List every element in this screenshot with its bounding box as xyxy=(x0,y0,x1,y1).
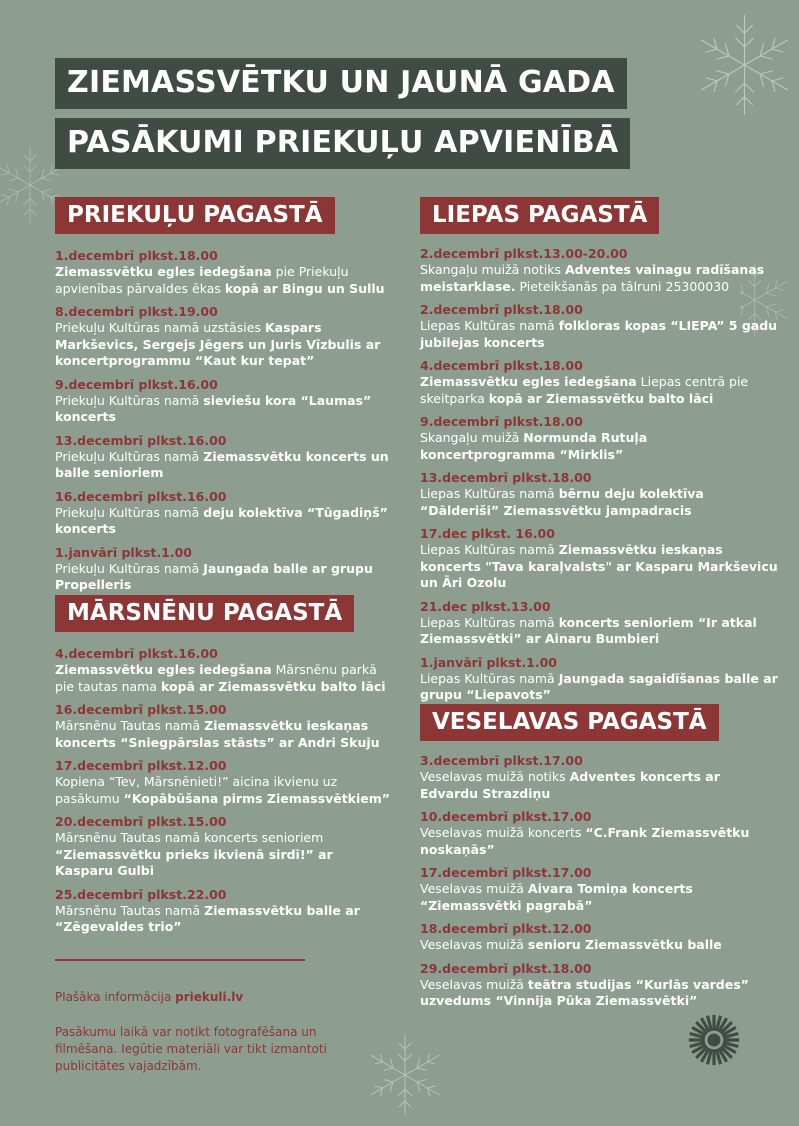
event-highlight: “C.Frank Ziemassvētku noskaņās” xyxy=(420,825,750,857)
event-date: 4.decembrī plkst.18.00 xyxy=(420,358,583,373)
event-text: Pieteikšanās pa tālruni 25300030 xyxy=(515,278,730,294)
event-text: Liepas Kultūras namā xyxy=(420,318,559,333)
event-highlight: deju kolektīva “Tūgadiņš” koncerts xyxy=(55,504,388,536)
snowflake-icon xyxy=(690,0,799,130)
event-text: Mārsnēnu Tautas namā koncerts senioriem xyxy=(55,830,324,845)
event-item xyxy=(420,655,780,704)
event-text: Veselavas muižā xyxy=(420,937,528,952)
event-text: Skangaļu muižā notiks xyxy=(420,262,565,277)
event-highlight: sieviešu kora “Laumas” koncerts xyxy=(55,392,372,424)
event-text: Skangaļu muižā xyxy=(420,430,524,445)
event-highlight: “Kopābūšana pirms Ziemassvētkiem” xyxy=(123,790,390,806)
event-text: Liepas Kultūras namā xyxy=(420,614,559,630)
event-highlight: Adventes vainagu radīšanas meistarklase. xyxy=(420,262,765,294)
event-highlight: senioru Ziemassvētku balle xyxy=(527,937,722,952)
section-heading-liepa: LIEPAS PAGASTĀ xyxy=(420,197,659,234)
website-link[interactable]: priekuli.lv xyxy=(175,990,244,1004)
event-description xyxy=(420,977,780,1010)
event-date: 29.decembrī plkst.18.00 xyxy=(420,960,592,976)
event-date: 20.decembrī plkst.15.00 xyxy=(55,814,227,829)
section-heading-veselava: VESELAVAS PAGASTĀ xyxy=(420,704,719,741)
event-text: Priekuļu Kultūras namā xyxy=(55,448,204,464)
event-description xyxy=(55,264,395,297)
event-item xyxy=(420,470,780,519)
event-date: 9.decembrī plkst.16.00 xyxy=(55,376,218,392)
event-list-priekuli xyxy=(55,248,395,601)
event-description xyxy=(420,374,780,407)
event-date: 2.decembrī plkst.18.00 xyxy=(420,302,583,317)
event-item xyxy=(420,414,780,463)
event-description xyxy=(420,769,780,802)
event-text: Liepas centrā pie skeitparka xyxy=(420,374,749,406)
event-description xyxy=(55,903,395,936)
event-description xyxy=(420,937,780,954)
event-item xyxy=(55,545,395,594)
event-list-liepa xyxy=(420,246,780,711)
more-info xyxy=(55,990,243,1004)
event-highlight: Normunda Rutuļa koncertprogramma “Mirklis” xyxy=(420,430,648,462)
event-date: 2.decembrī plkst.13.00-20.00 xyxy=(420,246,628,261)
event-date: 17.dec plkst. 16.00 xyxy=(420,526,555,541)
event-text: Priekuļu Kultūras namā xyxy=(55,504,204,520)
event-description xyxy=(420,671,780,704)
event-highlight: Ziemassvētku ieskaņas koncerts “Sniegpārslas stāsts” ar Andri Skuju xyxy=(55,718,380,750)
event-item xyxy=(420,302,780,351)
event-date: 13.decembrī plkst.18.00 xyxy=(420,470,592,485)
event-description xyxy=(55,830,395,880)
event-text: Veselavas muižā notiks xyxy=(420,769,570,784)
event-item xyxy=(55,248,395,297)
event-item xyxy=(55,433,395,482)
event-text: Liepas Kultūras namā xyxy=(420,486,559,501)
event-highlight: Kaspars Markševics, Sergejs Jēgers un Juris Vīzbulis ar koncertprogrammu “Kaut kur tepat” xyxy=(55,320,381,368)
event-item xyxy=(420,921,780,954)
event-highlight: bērnu deju kolektīva “Dālderiši” Ziemassvētku jampadracis xyxy=(420,486,704,518)
event-description xyxy=(420,262,780,295)
event-highlight: Ziemassvētku koncerts un balle senioriem xyxy=(55,448,389,480)
event-date: 10.decembrī plkst.17.00 xyxy=(420,809,592,824)
event-description xyxy=(420,881,780,914)
event-item xyxy=(55,377,395,426)
event-highlight: Ziemassvētku egles iedegšana xyxy=(420,374,637,389)
event-item xyxy=(420,809,780,858)
event-text: Priekuļu Kultūras namā xyxy=(55,392,204,408)
event-date: 9.decembrī plkst.18.00 xyxy=(420,414,583,429)
event-item xyxy=(55,758,395,807)
photo-notice: Pasākumu laikā var notikt fotografēšana un filmēšana. Iegūtie materiāli var tikt izmantoti publicitātes vajadzībām. xyxy=(55,1025,327,1073)
event-description xyxy=(55,774,395,807)
event-date: 21.dec plkst.13.00 xyxy=(420,598,551,614)
event-highlight: kopā ar Ziemassvētku balto lāci xyxy=(488,390,714,406)
snowflake-icon xyxy=(0,120,60,250)
page-title-line-2: PASĀKUMI PRIEKUĻU APVIENĪBĀ xyxy=(55,118,630,169)
event-date: 1.janvārī plkst.1.00 xyxy=(420,654,557,670)
event-highlight: kopā ar Bingu un Sullu xyxy=(224,280,385,296)
event-text: Veselavas muižā koncerts xyxy=(420,825,586,840)
event-highlight: koncerts senioriem “Ir atkal Ziemassvētki” ar Ainaru Bumbieri xyxy=(420,614,757,646)
event-date: 3.decembrī plkst.17.00 xyxy=(420,753,583,768)
event-highlight: Ziemassvētku balle ar “Zēgevaldes trio” xyxy=(55,902,360,934)
event-item xyxy=(420,599,780,648)
event-date: 1.decembrī plkst.18.00 xyxy=(55,248,218,263)
page-title-line-1: ZIEMASSVĒTKU UN JAUNĀ GADA xyxy=(55,58,627,109)
event-item xyxy=(55,304,395,370)
event-description xyxy=(420,825,780,858)
footer-divider xyxy=(55,959,305,961)
event-text: Veselavas muižā xyxy=(420,976,528,992)
event-description xyxy=(420,486,780,519)
event-highlight: Ziemassvētku ieskaņas koncerts "Tava karaļvalsts" ar Kasparu Markševicu un Āri Ozolu xyxy=(420,542,778,590)
event-description xyxy=(55,320,395,370)
event-text: Kopiena “Tev, Mārsnēnieti!” aicina ikvienu uz pasākumu xyxy=(55,774,338,806)
event-highlight: Jaungada sagaidīšanas balle ar grupu “Liepavots” xyxy=(420,670,778,702)
event-text: Mārsnēnu Tautas namā xyxy=(55,718,205,733)
event-date: 25.decembrī plkst.22.00 xyxy=(55,886,227,902)
event-item xyxy=(420,246,780,295)
event-date: 18.decembrī plkst.12.00 xyxy=(420,921,592,936)
event-item xyxy=(55,814,395,880)
event-highlight: Ziemassvētku egles iedegšana xyxy=(55,662,272,677)
event-highlight: Jaungada balle ar grupu Propelleris xyxy=(55,560,373,592)
event-description xyxy=(55,393,395,426)
event-text: Mārsnēnu Tautas namā xyxy=(55,902,205,918)
event-highlight: kopā ar Ziemassvētku balto lāci xyxy=(161,678,386,694)
event-date: 4.decembrī plkst.16.00 xyxy=(55,646,218,661)
event-item xyxy=(420,753,780,802)
event-date: 17.decembrī plkst.12.00 xyxy=(55,758,227,773)
event-item xyxy=(420,526,780,592)
event-list-veselava xyxy=(420,753,780,1017)
event-item xyxy=(420,358,780,407)
event-date: 16.decembrī plkst.16.00 xyxy=(55,488,227,504)
event-description xyxy=(55,505,395,538)
event-text: Veselavas muižā xyxy=(420,881,528,896)
event-text: Priekuļu Kultūras namā xyxy=(55,560,204,576)
event-description xyxy=(420,542,780,592)
event-item xyxy=(420,865,780,914)
event-date: 16.decembrī plkst.15.00 xyxy=(55,702,227,717)
event-highlight: “Ziemassvētku prieks ikvienā sirdī!” ar Kasparu Gulbi xyxy=(55,846,333,878)
event-list-marsneni xyxy=(55,646,395,943)
event-highlight: Adventes koncerts ar Edvardu Strazdiņu xyxy=(420,769,720,801)
event-description xyxy=(420,615,780,648)
more-info-label: Plašāka informācija xyxy=(55,990,176,1004)
event-highlight: teātra studijas “Kurlās vardes” uzvedums “Vinnija Pūka Ziemassvētki” xyxy=(420,976,749,1008)
event-highlight: Aivara Tomiņa koncerts “Ziemassvētki pagrabā” xyxy=(420,881,693,913)
section-heading-priekuli: PRIEKUĻU PAGASTĀ xyxy=(55,197,335,234)
event-description xyxy=(55,449,395,482)
event-item xyxy=(55,646,395,695)
event-date: 17.decembrī plkst.17.00 xyxy=(420,865,592,880)
event-description xyxy=(55,718,395,751)
event-text: Mārsnēnu parkā pie tautas nama xyxy=(55,662,377,694)
event-date: 8.decembrī plkst.19.00 xyxy=(55,304,218,319)
event-description xyxy=(55,561,395,594)
event-description xyxy=(55,662,395,695)
event-description xyxy=(420,430,780,463)
event-highlight: Ziemassvētku egles iedegšana xyxy=(55,264,272,279)
event-date: 1.janvārī plkst.1.00 xyxy=(55,544,192,560)
event-highlight: folkloras kopas “LIEPA” 5 gadu jubilejas koncerts xyxy=(420,318,778,350)
event-text: Liepas Kultūras namā xyxy=(420,670,559,686)
event-item xyxy=(55,489,395,538)
event-description xyxy=(420,318,780,351)
event-text: pie Priekuļu apvienības pārvaldes ēkas xyxy=(55,264,349,296)
event-item xyxy=(55,887,395,936)
sun-logo-icon xyxy=(686,1012,742,1068)
event-date: 13.decembrī plkst.16.00 xyxy=(55,432,227,448)
event-item xyxy=(420,961,780,1010)
section-heading-marsneni: MĀRSNĒNU PAGASTĀ xyxy=(55,595,354,632)
event-text: Liepas Kultūras namā xyxy=(420,542,559,557)
event-item xyxy=(55,702,395,751)
event-text: Priekuļu Kultūras namā uzstāsies xyxy=(55,320,265,335)
